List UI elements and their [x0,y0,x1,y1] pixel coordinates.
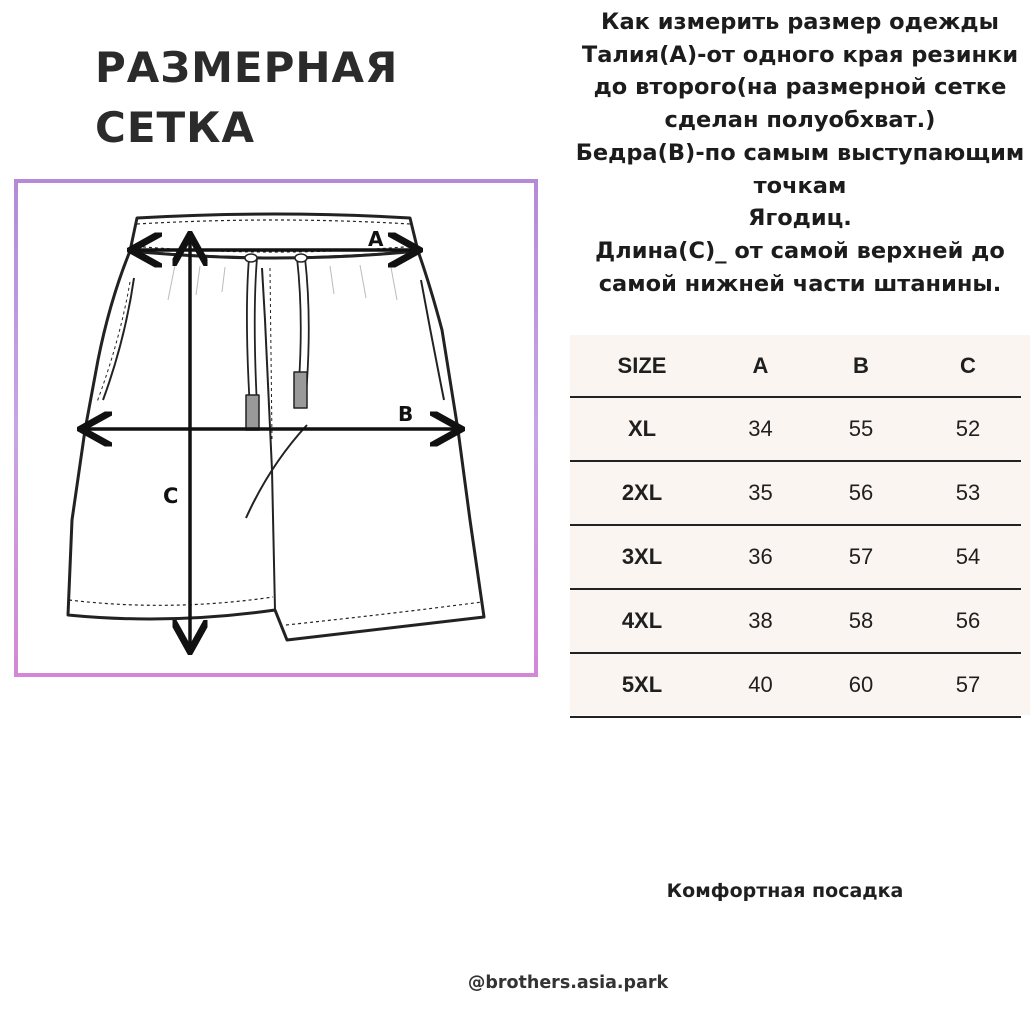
table-row [570,589,1021,653]
instruction-line: Талия(А)-от одного края резинки [581,41,1019,68]
instruction-line: Ягодиц. [748,205,852,232]
value-c-cell: 53 [915,461,1021,525]
size-cell: XL [570,397,714,461]
title-line-1: РАЗМЕРНАЯ [95,43,399,92]
column-header-c: C [915,335,1021,397]
instruction-line: до второго(на размерной сетке [593,74,1007,101]
table-row [570,461,1021,525]
table-row [570,397,1021,461]
value-a-cell: 34 [714,397,807,461]
table-row [570,653,1021,717]
column-header-a: A [714,335,807,397]
fit-note: Комфортная посадка [666,880,904,902]
social-handle: @brothers.asia.park [467,973,669,993]
table-header-row [570,335,1021,397]
shorts-diagram-frame [14,179,538,677]
value-c-cell: 56 [915,589,1021,653]
value-a-cell: 36 [714,525,807,589]
size-table-panel [570,335,1030,715]
size-cell: 4XL [570,589,714,653]
value-a-cell: 38 [714,589,807,653]
value-c-cell: 57 [915,653,1021,717]
value-b-cell: 60 [807,653,915,717]
column-header-b: B [807,335,915,397]
instruction-line: Как измерить размер одежды [601,9,999,35]
size-cell: 5XL [570,653,714,717]
size-cell: 3XL [570,525,714,589]
value-b-cell: 57 [807,525,915,589]
instruction-line: сделан полуобхват.) [664,107,936,134]
value-b-cell: 55 [807,397,915,461]
shorts-outline [68,214,484,640]
measurement-instructions [560,6,1036,300]
value-b-cell: 56 [807,461,915,525]
column-header-size: SIZE [570,335,714,397]
label-b: B [398,402,414,426]
label-c: C [163,484,179,508]
instruction-line: точкам [753,172,847,199]
shorts-diagram [0,0,560,700]
instruction-line: Длина(С)_ от самой верхней до [595,237,1005,264]
value-b-cell: 58 [807,589,915,653]
title-line-2: СЕТКА [95,103,255,152]
table-row [570,525,1021,589]
value-a-cell: 35 [714,461,807,525]
value-a-cell: 40 [714,653,807,717]
value-c-cell: 52 [915,397,1021,461]
instruction-line: самой нижней части штанины. [598,270,1002,297]
instruction-line: Бедра(В)-по самым выступающим [575,139,1025,166]
value-c-cell: 54 [915,525,1021,589]
label-a: A [368,227,384,251]
size-cell: 2XL [570,461,714,525]
size-table [570,335,1021,718]
